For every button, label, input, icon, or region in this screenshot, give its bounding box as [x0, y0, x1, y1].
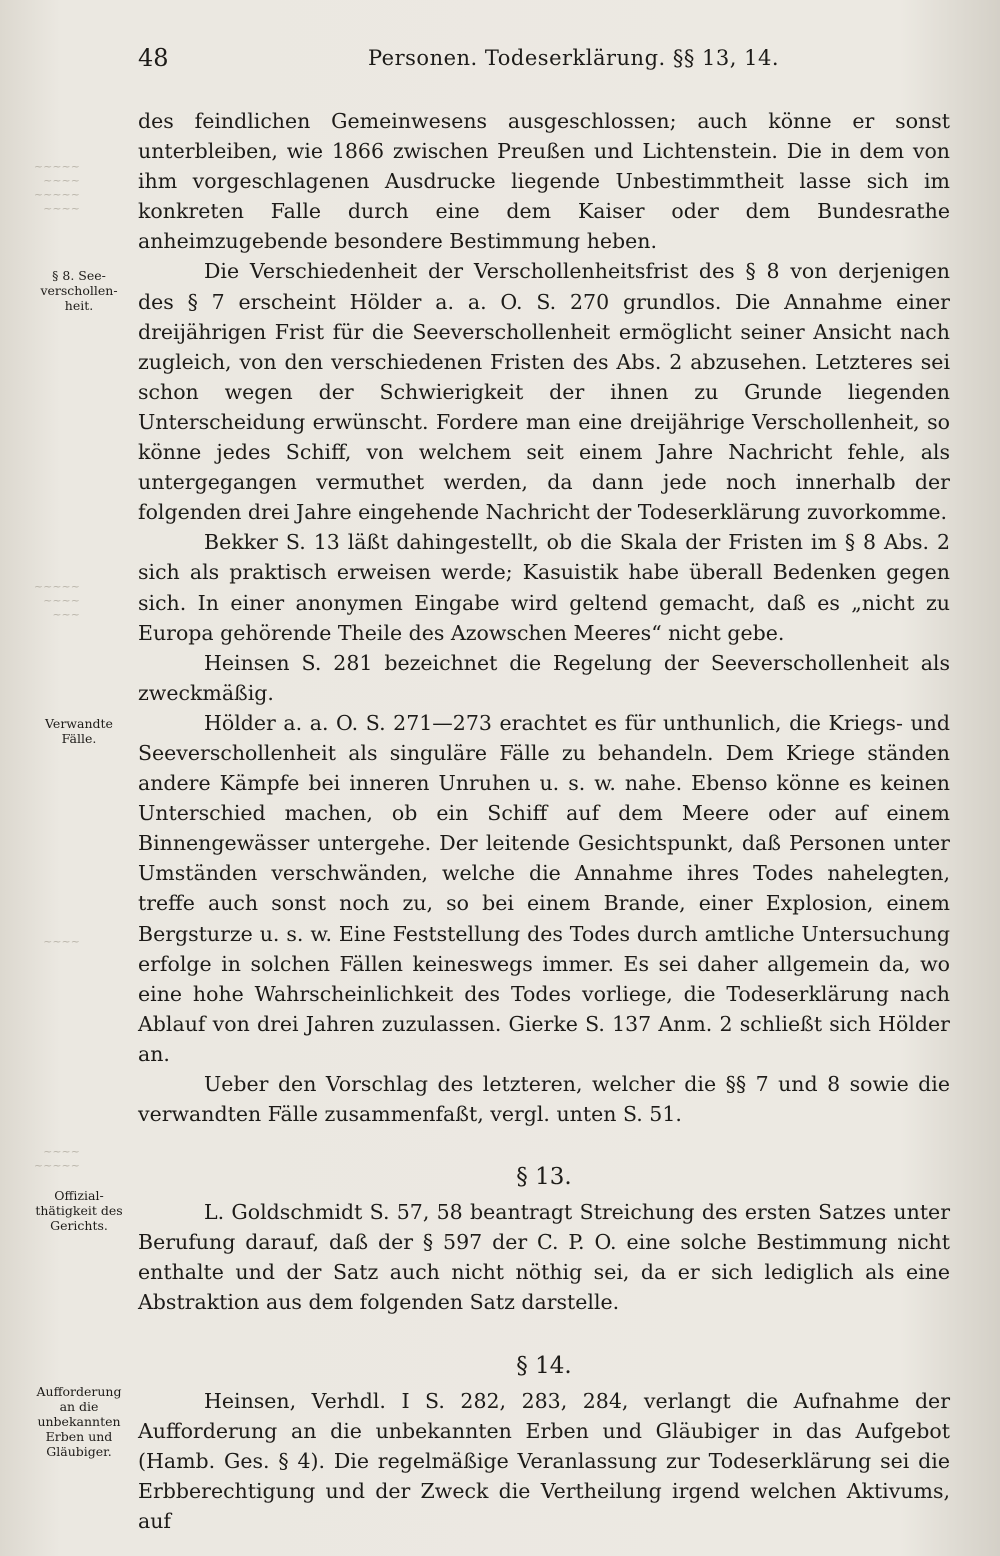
- show-through-mark: ~~~~ ~~~~~: [33, 1145, 80, 1172]
- marginal-note-verwandte-faelle: Verwandte Fälle.: [45, 716, 113, 746]
- section-heading-14: § 14.: [516, 1352, 572, 1379]
- body-text: [138, 106, 950, 1536]
- page-header: [138, 44, 950, 80]
- paragraph: Bekker S. 13 läßt dahingestellt, ob die Skala der Fristen im § 8 Abs. 2 sich als praktisch erweisen werde; Kasuistik habe überall Bedenken gegen sich. In einer anonymen Eingabe wird geltend gemacht, daß es „nicht zu Europa gehörende Theile des Azowschen Meeres“ nicht gebe.: [138, 530, 950, 645]
- paragraph: Ueber den Vorschlag des letzteren, welcher die §§ 7 und 8 sowie die verwandten Fälle zusammenfaßt, vergl. unten S. 51.: [138, 1072, 950, 1127]
- marginal-note-aufforderung: Aufforderung an die unbekannten Erben und Gläubiger.: [36, 1384, 122, 1459]
- marginal-note-offizialthaetigkeit: Offizial- thätigkeit des Gerichts.: [35, 1188, 123, 1233]
- section-heading-13: § 13.: [516, 1164, 572, 1191]
- show-through-mark: ~~~~: [43, 935, 80, 948]
- running-title: Personen. Todeserklärung. §§ 13, 14.: [368, 46, 780, 70]
- paragraph: des feindlichen Gemeinwesens ausgeschlossen; auch könne er sonst unterbleiben, wie 1866 zwischen Preußen und Lichtenstein. Die in dem von ihm vorgeschlagenen Ausdrucke liegende Unbestimmtheit lasse sich im konkreten Falle durch eine dem Kaiser oder dem Bundesrathe anheimzugebende besondere Bestimmung heben.: [138, 109, 950, 254]
- show-through-mark: ~~~~~ ~~~~ ~~~: [33, 580, 80, 621]
- marginal-note-see-verschollenheit: § 8. See- verschollen- heit.: [40, 268, 118, 313]
- show-through-mark: ~~~~~ ~~~~ ~~~~~ ~~~~: [33, 160, 80, 215]
- paragraph: Heinsen, Verhdl. I S. 282, 283, 284, verlangt die Aufnahme der Aufforderung an die unbekannten Erben und Gläubiger in das Aufgebot (Hamb. Ges. § 4). Die regelmäßige Veranlassung zur Todeserklärung sei die Erbberechtigung und der Zweck die Vertheilung irgend welchen Aktivums, auf: [138, 1388, 950, 1533]
- page-number: 48: [138, 44, 169, 72]
- paragraph: L. Goldschmidt S. 57, 58 beantragt Streichung des ersten Satzes unter Berufung darauf, daß der § 597 der C. P. O. eine solche Bestimmung nicht enthalte und der Satz auch nicht nöthig sei, da er sich lediglich als eine Abstraktion aus dem folgenden Satz darstelle.: [138, 1200, 950, 1315]
- paragraph: Heinsen S. 281 bezeichnet die Regelung der Seeverschollenheit als zweckmäßig.: [138, 650, 950, 705]
- paragraph: Hölder a. a. O. S. 271—273 erachtet es für unthunlich, die Kriegs- und Seeverschollenheit als singuläre Fälle zu behandeln. Dem Kriege ständen andere Kämpfe bei inneren Unruhen u. s. w. nahe. Ebenso könne es keinen Unterschied machen, ob ein Schiff auf dem Meere oder auf einem Binnengewässer untergehe. Der leitende Gesichtspunkt, daß Personen unter Umständen verschwänden, welche die Annahme ihres Todes nahelegten, treffe auch sonst noch zu, so bei einem Brande, einer Explosion, einem Bergsturze u. s. w. Eine Feststellung des Todes durch amtliche Untersuchung erfolge in solchen Fällen keineswegs immer. Es sei daher allgemein da, wo eine hohe Wahrscheinlichkeit des Todes vorliege, die Todeserklärung nach Ablauf von drei Jahren zuzulassen. Gierke S. 137 Anm. 2 schließt sich Hölder an.: [138, 710, 950, 1066]
- paragraph: Die Verschiedenheit der Verschollenheitsfrist des § 8 von derjenigen des § 7 erscheint Hölder a. a. O. S. 270 grundlos. Die Annahme einer dreijährigen Frist für die Seeverschollenheit ermöglicht seiner Ansicht nach zugleich, von den verschiedenen Fristen des Abs. 2 abzusehen. Letzteres sei schon wegen der Schwierigkeit der ihnen zu Grunde liegenden Unterscheidung erwünscht. Fordere man eine dreijährige Verschollenheit, so könne jedes Schiff, von welchem seit einem Jahre Nachricht fehle, als untergegangen vermuthet werden, da dann jede noch innerhalb der folgenden drei Jahre eingehende Nachricht der Todeserklärung zuvorkomme.: [138, 259, 950, 525]
